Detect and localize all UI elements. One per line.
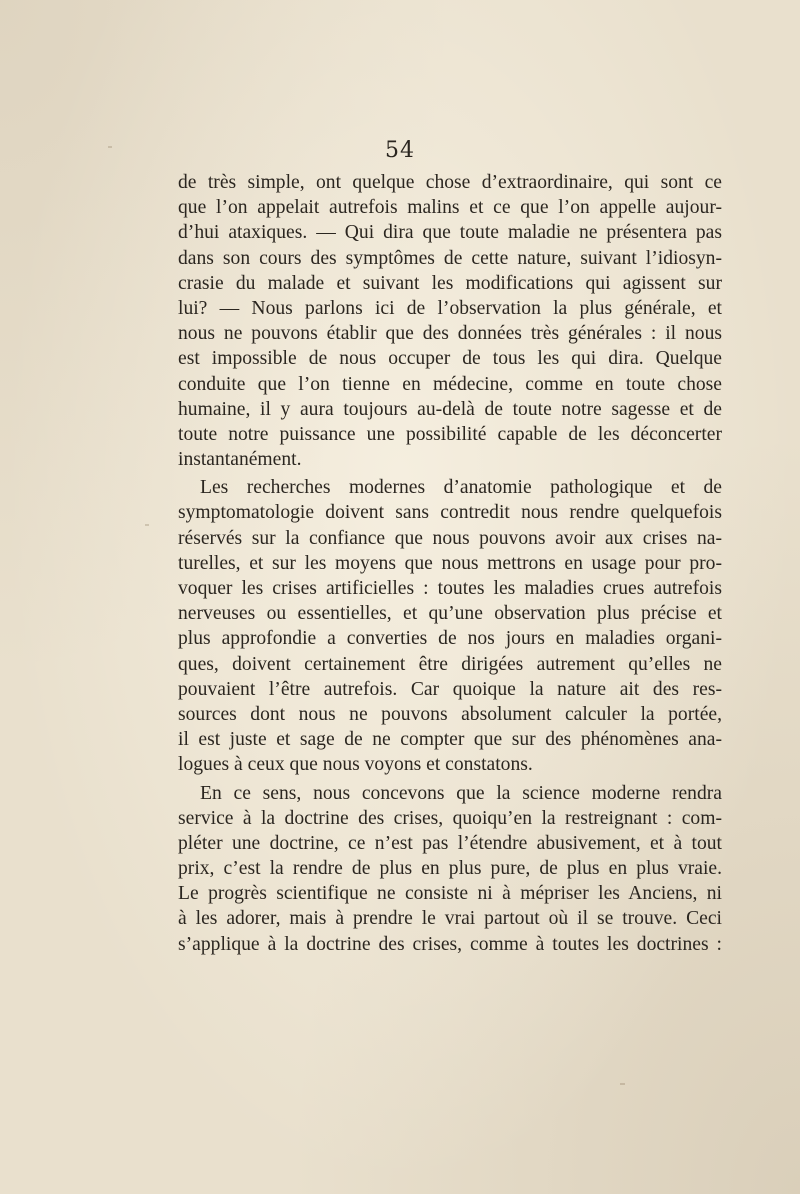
text-line: Le progrès scientifique ne consiste ni à mépriser les Anciens, ni [178, 883, 722, 905]
text-line: pléter une doctrine, ce n’est pas l’étendre abusivement, et à tout [178, 832, 722, 854]
text-line: crasie du malade et suivant les modifications qui agissent sur [178, 272, 722, 294]
paragraph-3 [178, 781, 722, 957]
text-line: plus approfondie a converties de nos jours en maladies organi- [178, 628, 722, 650]
paper-mark [145, 524, 149, 526]
paper-mark [620, 1083, 625, 1085]
text-line: s’applique à la doctrine des crises, comme à toutes les doctrines : [178, 933, 722, 955]
text-line: ques, doivent certainement être dirigées autrement qu’elles ne [178, 653, 722, 675]
text-line: logues à ceux que nous voyons et constatons. [178, 754, 533, 776]
text-line: En ce sens, nous concevons que la science moderne rendra [200, 782, 722, 804]
text-line: service à la doctrine des crises, quoiqu’en la restreignant : com- [178, 807, 722, 829]
text-line: dans son cours des symptômes de cette nature, suivant l’idiosyn- [178, 247, 722, 269]
text-line: prix, c’est la rendre de plus en plus pure, de plus en plus vraie. [178, 858, 722, 880]
text-line: pouvaient l’être autrefois. Car quoique la nature ait des res- [178, 678, 722, 700]
text-line: sources dont nous ne pouvons absolument calculer la portée, [178, 703, 722, 725]
text-line: conduite que l’on tienne en médecine, comme en toute chose [178, 373, 722, 395]
page-number: 54 [385, 138, 415, 163]
text-line: que l’on appelait autrefois malins et ce que l’on appelle aujour- [178, 197, 722, 219]
text-line: nerveuses ou essentielles, et qu’une observation plus précise et [178, 603, 722, 625]
text-line: réservés sur la confiance que nous pouvons avoir aux crises na- [178, 527, 722, 549]
text-line: symptomatologie doivent sans contredit nous rendre quelquefois [178, 502, 722, 524]
text-line: humaine, il y aura toujours au-delà de toute notre sagesse et de [178, 398, 722, 420]
paragraph-1 [178, 170, 722, 472]
paper-mark [108, 146, 112, 148]
text-line: Les recherches modernes d’anatomie pathologique et de [200, 477, 722, 499]
body-text [178, 170, 722, 957]
text-line: turelles, et sur les moyens que nous mettrons en usage pour pro- [178, 552, 722, 574]
text-line: est impossible de nous occuper de tous les qui dira. Quelque [178, 348, 722, 370]
text-line: lui? — Nous parlons ici de l’observation la plus générale, et [178, 297, 722, 319]
paragraph-2 [178, 475, 722, 777]
text-line: instantanément. [178, 449, 302, 471]
text-line: à les adorer, mais à prendre le vrai partout où il se trouve. Ceci [178, 908, 722, 930]
text-line: toute notre puissance une possibilité capable de les déconcerter [178, 423, 722, 445]
text-line: nous ne pouvons établir que des données très générales : il nous [178, 323, 722, 345]
text-line: voquer les crises artificielles : toutes les maladies crues autrefois [178, 578, 722, 599]
text-line: il est juste et sage de ne compter que sur des phénomènes ana- [178, 729, 722, 751]
text-line: de très simple, ont quelque chose d’extraordinaire, qui sont ce [178, 172, 722, 193]
text-line: d’hui ataxiques. — Qui dira que toute maladie ne présentera pas [178, 222, 722, 244]
